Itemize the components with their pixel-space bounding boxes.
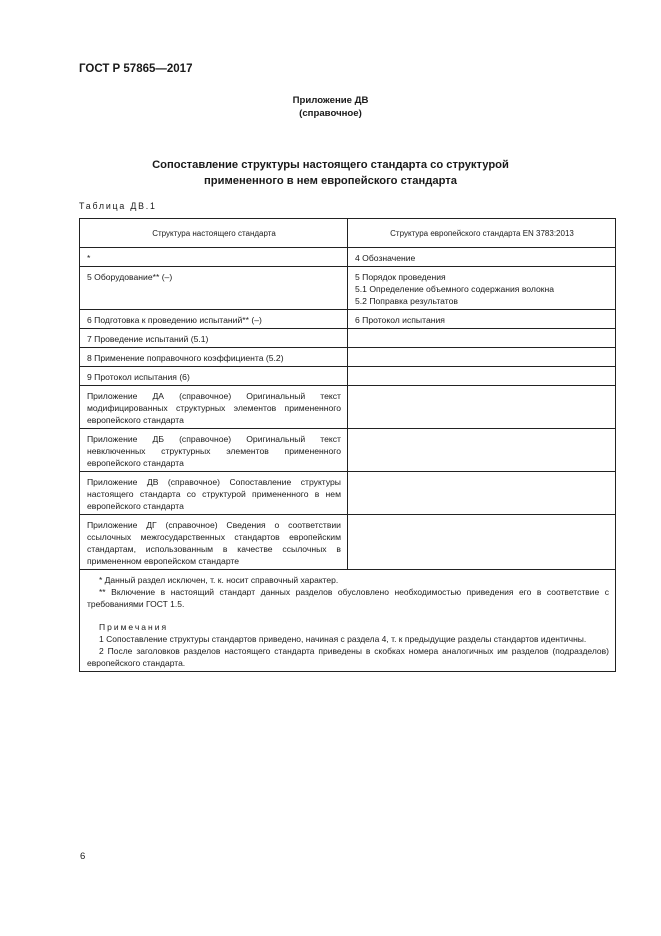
european-cell [348, 329, 616, 348]
table-notes-cell [80, 570, 616, 672]
national-cell: 6 Подготовка к проведению испытаний** (–) [80, 310, 348, 329]
european-cell [348, 367, 616, 386]
comparison-table [79, 218, 616, 672]
table-row [80, 515, 616, 570]
european-cell [348, 348, 616, 367]
national-cell: 9 Протокол испытания (6) [80, 367, 348, 386]
national-cell: 7 Проведение испытаний (5.1) [80, 329, 348, 348]
national-cell: Приложение ДВ (справочное) Сопоставление структуры настоящего стандарта со структурой примененного в нем европейского стандарта [80, 472, 348, 515]
table-row [80, 267, 616, 310]
national-cell: 5 Оборудование** (–) [80, 267, 348, 310]
footnote: ** Включение в настоящий стандарт данных разделов обусловлено необходимостью приведения его в соответствие с требованиями ГОСТ 1.5. [87, 587, 609, 609]
national-cell: * [80, 248, 348, 267]
note: 1 Сопоставление структуры стандартов приведено, начиная с раздела 4, т. к предыдущие разделы стандартов идентичны. [99, 634, 587, 644]
note: 2 После заголовков разделов настоящего стандарта приведены в скобках номера аналогичных им разделов (подразделов) европейского стандарта. [87, 646, 609, 668]
european-cell: 5 Порядок проведения 5.1 Определение объемного содержания волокна 5.2 Поправка результатов [348, 267, 616, 310]
table-row [80, 367, 616, 386]
table-row [80, 248, 616, 267]
european-cell [348, 429, 616, 472]
document-code: ГОСТ Р 57865—2017 [79, 63, 193, 75]
annex-label [0, 94, 661, 120]
european-cell: 6 Протокол испытания [348, 310, 616, 329]
european-cell [348, 472, 616, 515]
header-national-structure: Структура настоящего стандарта [80, 219, 348, 248]
table-row [80, 329, 616, 348]
table-row [80, 310, 616, 329]
european-cell: 4 Обозначение [348, 248, 616, 267]
national-cell: Приложение ДБ (справочное) Оригинальный текст невключенных структурных элементов примененного европейского стандарта [80, 429, 348, 472]
annex-type: (справочное) [299, 108, 362, 119]
annex-title-line-1: Сопоставление структуры настоящего стандарта со структурой [152, 159, 509, 171]
national-cell: Приложение ДА (справочное) Оригинальный текст модифицированных структурных элементов примененного европейского стандарта [80, 386, 348, 429]
national-cell: Приложение ДГ (справочное) Сведения о соответствии ссылочных межгосударственных стандартов европейским стандартам, использованным в качестве ссылочных в примененном европейском стандарте [80, 515, 348, 570]
table-row [80, 348, 616, 367]
header-european-structure: Структура европейского стандарта EN 3783:2013 [348, 219, 616, 248]
annex-title-line-2: примененного в нем европейского стандарта [204, 175, 457, 187]
national-cell: 8 Применение поправочного коэффициента (5.2) [80, 348, 348, 367]
table-caption: Таблица ДВ.1 [79, 201, 157, 211]
table-header-row [80, 219, 616, 248]
table-row [80, 429, 616, 472]
european-cell [348, 515, 616, 570]
footnote: * Данный раздел исключен, т. к. носит справочный характер. [99, 575, 339, 585]
annex-title [0, 157, 661, 189]
table-row [80, 386, 616, 429]
european-cell [348, 386, 616, 429]
table-row [80, 472, 616, 515]
annex-name: Приложение ДВ [292, 95, 369, 106]
page-number: 6 [80, 851, 86, 862]
table-notes-row [80, 570, 616, 672]
notes-heading: Примечания [99, 622, 169, 632]
